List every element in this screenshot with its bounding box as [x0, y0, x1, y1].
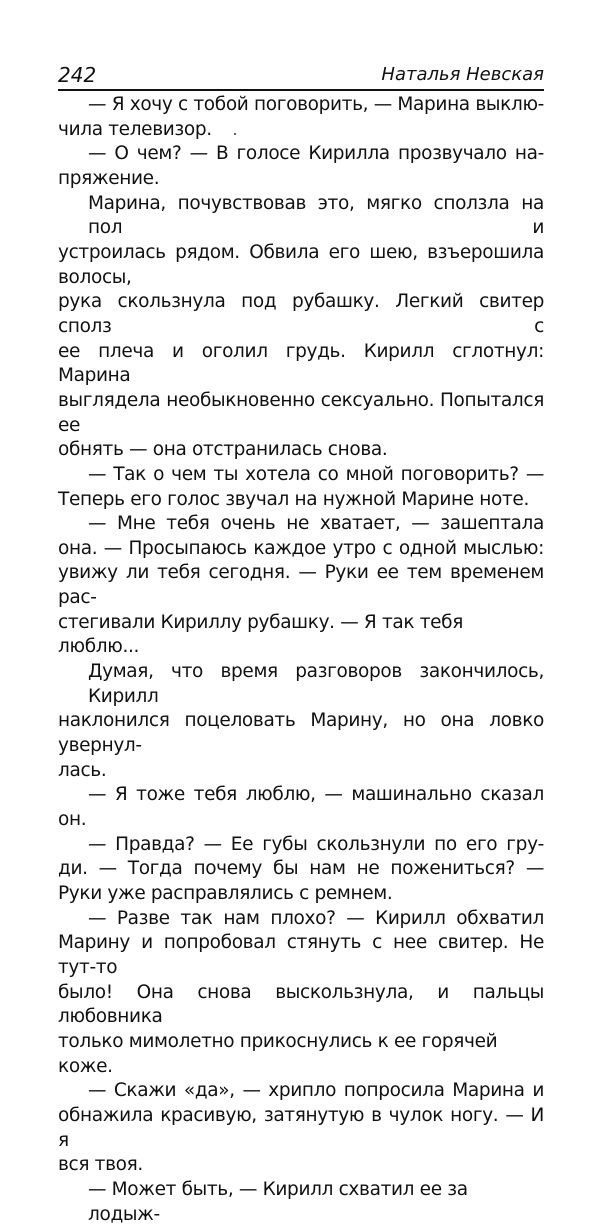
- paragraph: [58, 142, 544, 191]
- text-line: — Скажи «да», — хрипло попросила Марина и: [88, 1080, 544, 1102]
- running-title: Наталья Невская: [381, 64, 544, 85]
- text-line: рука скользнула под рубашку. Легкий свитер сполз с: [58, 291, 544, 337]
- page-header: [58, 62, 544, 88]
- text-line: обнажила красивую, затянутую в чулок ногу. — И я: [58, 1104, 544, 1151]
- text-line: Руки уже расправлялись с ремнем.: [58, 883, 393, 904]
- paragraph: [58, 783, 544, 832]
- text-line: — Разве так нам плохо? — Кирилл обхватил: [88, 907, 544, 929]
- text-line: чила телевизор.: [58, 118, 212, 140]
- paragraph: [58, 512, 544, 660]
- paragraph: [58, 833, 544, 907]
- text-line: Думая, что время разговоров закончилось, Кирилл: [88, 661, 544, 707]
- text-line: — Может быть, — Кирилл схватил ее за лодыж-: [88, 1178, 468, 1225]
- body-text: [58, 93, 544, 1227]
- text-line: обнять — она отстранилась снова.: [58, 439, 388, 461]
- paragraph: [58, 1079, 544, 1178]
- text-line: он.: [58, 809, 87, 831]
- text-line: вся твоя.: [58, 1154, 143, 1176]
- text-line: только мимолетно прикоснулись к ее горячей коже.: [58, 1030, 498, 1077]
- text-line: — Я тоже тебя люблю, — машинально сказал: [88, 784, 544, 806]
- text-line: выглядела необыкновенно сексуально. Попытался ее: [58, 389, 544, 436]
- page-number: 242: [58, 63, 97, 87]
- text-line: Марина, почувствовав это, мягко сползла на пол и: [88, 192, 544, 239]
- paragraph: [58, 660, 544, 783]
- text-line: — О чем? — В голосе Кирилла прозвучало на-: [88, 143, 544, 165]
- text-line: — Правда? — Ее губы скользнули по его гру-: [88, 833, 544, 855]
- text-line: Теперь его голос звучал на нужной Марине ноте.: [58, 488, 529, 510]
- text-line: лась.: [58, 759, 107, 781]
- text-line: Марину и попробовал стянуть с нее свитер. Не тут-то: [58, 932, 544, 978]
- text-line: — Я хочу с тобой поговорить, — Марина выклю-: [88, 94, 544, 115]
- paragraph: [58, 463, 544, 512]
- text-line: увижу ли тебя сегодня. — Руки ее тем временем рас-: [58, 562, 544, 609]
- text-line: устроилась рядом. Обвила его шею, взъерошила волосы,: [58, 241, 544, 288]
- text-line: — Так о чем ты хотела со мной поговорить? —: [88, 463, 544, 485]
- text-line: было! Она снова выскользнула, и пальцы любовника: [58, 981, 544, 1028]
- text-line: она. — Просыпаюсь каждое утро с одной мыслью:: [58, 537, 544, 559]
- text-line: наклонился поцеловать Марину, но она ловко увернул-: [58, 710, 544, 757]
- paragraph: [58, 192, 544, 463]
- text-line: — Мне тебя очень не хватает, — зашептала: [88, 513, 544, 535]
- text-line: стегивали Кириллу рубашку. — Я так тебя люблю...: [58, 611, 464, 658]
- paragraph: [58, 93, 544, 142]
- paragraph: [58, 1178, 544, 1227]
- header-rule: [58, 89, 544, 91]
- text-line: ди. — Тогда почему бы нам не пожениться? —: [58, 858, 544, 880]
- text-line: пряжение.: [58, 167, 160, 189]
- paragraph: [58, 907, 544, 1080]
- text-line: ее плеча и оголил грудь. Кирилл сглотнул: Марина: [58, 340, 544, 387]
